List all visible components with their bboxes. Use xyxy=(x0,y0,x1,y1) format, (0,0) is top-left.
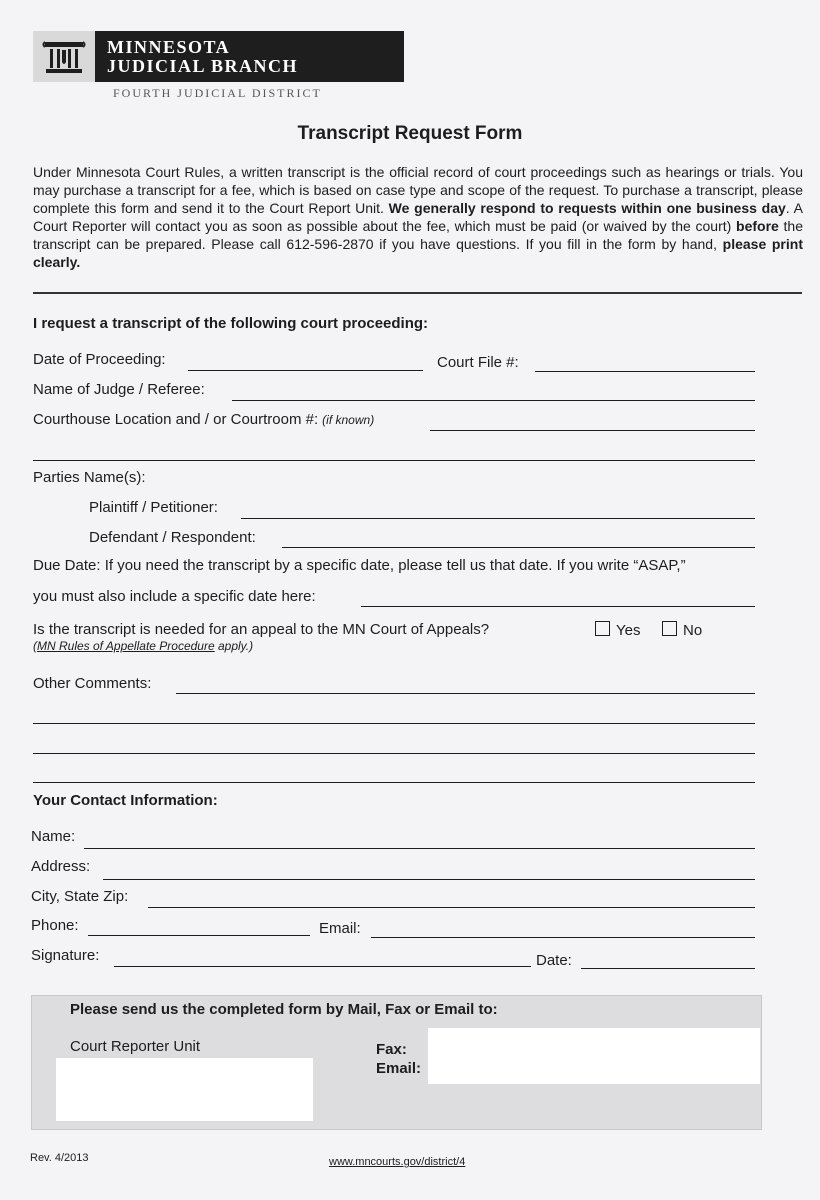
appellate-note xyxy=(33,639,253,653)
comments-field-3[interactable] xyxy=(33,753,755,754)
email-field[interactable] xyxy=(371,937,755,938)
appeal-no-option[interactable] xyxy=(662,621,702,639)
judicial-branch-logo xyxy=(33,31,404,82)
courthouse-icon xyxy=(33,31,95,82)
appellate-note-close: apply.) xyxy=(214,639,254,653)
intro-paragraph xyxy=(33,163,803,271)
city-state-zip-label: City, State Zip: xyxy=(31,888,129,905)
intro-text-3: the transcript can be prepared. Please call 612-596-2870 if you have questions. If you fill in the form by hand, xyxy=(33,218,803,252)
send-to-heading: Please send us the completed form by Mail, Fax or Email to: xyxy=(70,1001,498,1018)
intro-bold-3: please print clearly. xyxy=(33,236,803,270)
intro-bold-1: We generally respond to requests within one business day xyxy=(388,200,786,216)
comments-field-4[interactable] xyxy=(33,782,755,783)
signature-label: Signature: xyxy=(31,947,100,964)
contact-heading: Your Contact Information: xyxy=(33,792,218,809)
form-title: Transcript Request Form xyxy=(297,123,523,144)
due-date-text: Due Date: If you need the transcript by a specific date, please tell us that date. If you write “ASAP,” xyxy=(33,557,686,574)
redacted-fax-email xyxy=(428,1028,760,1084)
parties-label: Parties Name(s): xyxy=(33,469,146,486)
due-date-label: you must also include a specific date here: xyxy=(33,588,316,605)
date-of-proceeding-field[interactable] xyxy=(188,370,423,371)
courthouse-row xyxy=(33,411,374,428)
courthouse-label: Courthouse Location and / or Courtroom #: xyxy=(33,411,319,428)
courthouse-field-2[interactable] xyxy=(33,460,755,461)
name-field[interactable] xyxy=(84,848,755,849)
courthouse-sublabel: (if known) xyxy=(322,413,375,427)
name-label: Name: xyxy=(31,828,76,845)
logo-text xyxy=(95,38,298,76)
appeal-question: Is the transcript is needed for an appeal to the MN Court of Appeals? xyxy=(33,621,490,638)
proceeding-heading: I request a transcript of the following court proceeding: xyxy=(33,315,429,332)
section-divider xyxy=(33,292,802,294)
date-of-proceeding-label: Date of Proceeding: xyxy=(33,351,166,368)
appellate-note-open: ( xyxy=(33,639,37,653)
no-label: No xyxy=(683,622,703,639)
address-field[interactable] xyxy=(103,879,755,880)
plaintiff-label: Plaintiff / Petitioner: xyxy=(89,499,218,516)
yes-checkbox[interactable] xyxy=(595,621,610,636)
court-file-field[interactable] xyxy=(535,371,755,372)
defendant-label: Defendant / Respondent: xyxy=(89,529,256,546)
signature-field[interactable] xyxy=(114,966,531,967)
no-checkbox[interactable] xyxy=(662,621,677,636)
appellate-rules-link[interactable]: MN Rules of Appellate Procedure xyxy=(37,639,215,653)
phone-label: Phone: xyxy=(31,917,79,934)
comments-label: Other Comments: xyxy=(33,675,152,692)
city-state-zip-field[interactable] xyxy=(148,907,755,908)
intro-text-1: Under Minnesota Court Rules, a written transcript is the official record of court proceedings such as hearings or trials. You may purchase a transcript for a fee, which is based on case type and scope of the request. To purchase a transcript, please complete this form and send it to the Court Report Unit. xyxy=(33,164,803,216)
signature-date-label: Date: xyxy=(536,952,572,969)
email-contact-label: Email: xyxy=(376,1060,422,1077)
intro-bold-2: before xyxy=(736,218,779,234)
court-reporter-unit: Court Reporter Unit xyxy=(70,1038,201,1055)
appeal-yes-option[interactable] xyxy=(595,621,640,639)
intro-text-2: . A Court Reporter will contact you as soon as possible about the fee, which must be paid (or waived by the court) xyxy=(33,200,803,234)
logo-line-1: MINNESOTA xyxy=(107,36,231,57)
plaintiff-field[interactable] xyxy=(241,518,755,519)
signature-date-field[interactable] xyxy=(581,968,755,969)
district-name: FOURTH JUDICIAL DISTRICT xyxy=(113,86,322,100)
comments-field-1[interactable] xyxy=(176,693,755,694)
revision-date: Rev. 4/2013 xyxy=(30,1152,89,1164)
judge-field[interactable] xyxy=(232,400,755,401)
judge-label: Name of Judge / Referee: xyxy=(33,381,205,398)
yes-label: Yes xyxy=(616,622,641,639)
comments-field-2[interactable] xyxy=(33,723,755,724)
court-file-label: Court File #: xyxy=(437,354,519,371)
phone-field[interactable] xyxy=(88,935,310,936)
address-label: Address: xyxy=(31,858,91,875)
website-link[interactable]: www.mncourts.gov/district/4 xyxy=(329,1156,466,1168)
email-label: Email: xyxy=(319,920,361,937)
send-to-box xyxy=(31,995,762,1130)
due-date-field[interactable] xyxy=(361,606,755,607)
redacted-address xyxy=(56,1058,313,1121)
fax-label: Fax: xyxy=(376,1041,407,1058)
logo-line-2: JUDICIAL BRANCH xyxy=(107,55,299,76)
courthouse-field[interactable] xyxy=(430,430,755,431)
defendant-field[interactable] xyxy=(282,547,755,548)
